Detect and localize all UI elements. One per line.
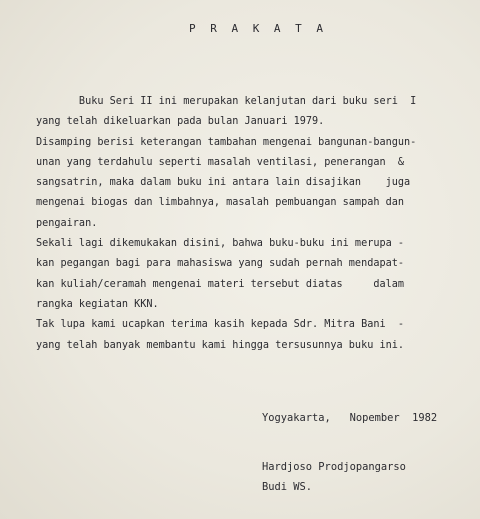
author-name: Hardjoso Prodjopangarso — [262, 461, 406, 473]
preface-line: Sekali lagi dikemukakan disini, bahwa buku-buku ini merupa - — [36, 238, 405, 250]
author-name: Budi WS. — [262, 481, 313, 493]
preface-line: unan yang terdahulu seperti masalah ventilasi, penerangan & — [36, 156, 405, 168]
place-date: Yogyakarta, Nopember 1982 — [262, 412, 438, 424]
preface-line: Disamping berisi keterangan tambahan mengenai bangunan-bangun- — [36, 136, 417, 148]
preface-line: Tak lupa kami ucapkan terima kasih kepada Sdr. Mitra Bani - — [36, 319, 405, 331]
preface-line: rangka kegiatan KKN. — [36, 298, 159, 310]
preface-line: yang telah dikeluarkan pada bulan Januari 1979. — [36, 116, 325, 128]
preface-line: kan kuliah/ceramah mengenai materi tersebut diatas dalam — [36, 278, 405, 290]
document-title: P R A K A T A — [188, 22, 328, 35]
preface-line: yang telah banyak membantu kami hingga tersusunnya buku ini. — [36, 339, 405, 351]
preface-line: pengairan. — [36, 217, 98, 229]
show-through-text — [30, 38, 150, 98]
preface-body — [36, 92, 466, 356]
preface-line: mengenai biogas dan limbahnya, masalah pembuangan sampah dan — [36, 197, 405, 209]
preface-line: sangsatrin, maka dalam buku ini antara lain disajikan juga — [36, 177, 411, 189]
preface-line: Buku Seri II ini merupakan kelanjutan dari buku seri I — [36, 96, 417, 107]
preface-line: kan pegangan bagi para mahasiswa yang sudah pernah mendapat- — [36, 258, 405, 270]
